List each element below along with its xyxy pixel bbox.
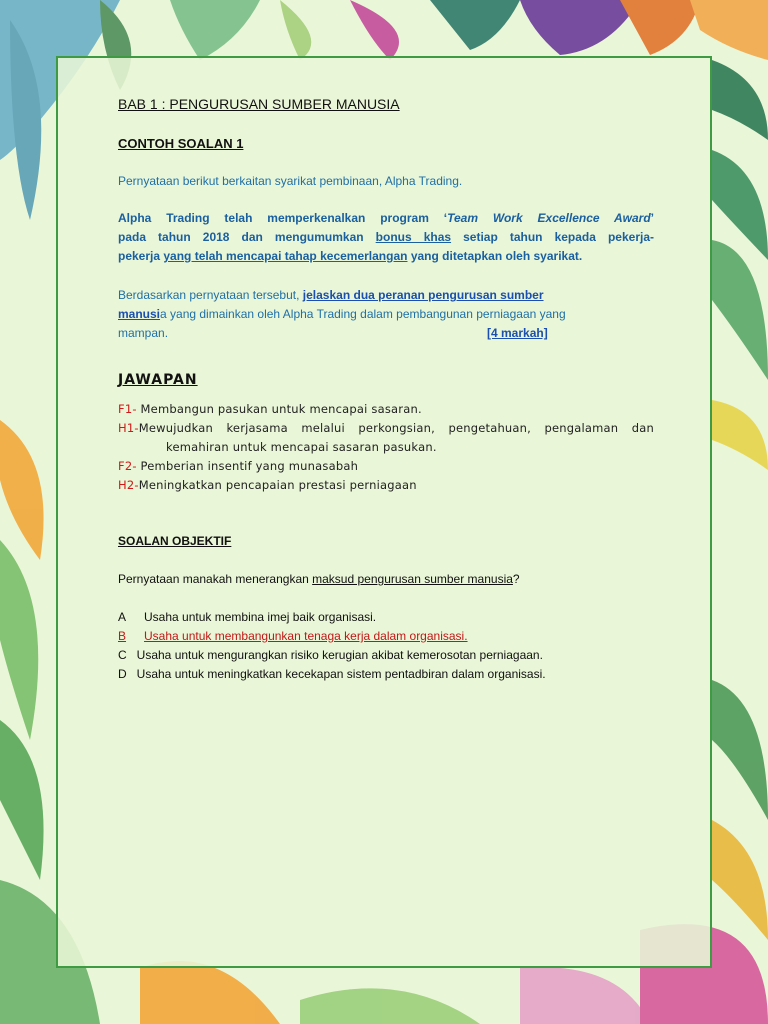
- answer-heading: JAWAPAN: [118, 372, 198, 388]
- case-paragraph-line-1: Alpha Trading telah memperkenalkan program ‘Team Work Excellence Award’: [118, 211, 655, 225]
- answer-item: F2- Pemberian insentif yang munasabah: [118, 459, 359, 473]
- option-d: D Usaha untuk meningkatkan kecekapan sistem pentadbiran dalam organisasi.: [118, 667, 546, 681]
- intro-statement: Pernyataan berikut berkaitan syarikat pembinaan, Alpha Trading.: [118, 174, 463, 188]
- option-b-correct: B Usaha untuk membangunkan tenaga kerja dalam organisasi.: [118, 629, 468, 643]
- option-a: A Usaha untuk membina imej baik organisasi.: [118, 610, 377, 624]
- option-c: C Usaha untuk mengurangkan risiko kerugian akibat kemerosotan perniagaan.: [118, 648, 543, 662]
- chapter-title: BAB 1 : PENGURUSAN SUMBER MANUSIA: [118, 96, 400, 112]
- sample-question-title: CONTOH SOALAN 1: [118, 136, 244, 151]
- answer-item: F1- Membangun pasukan untuk mencapai sasaran.: [118, 402, 422, 416]
- document-page: [56, 56, 712, 968]
- case-paragraph-line-2: pada tahun 2018 dan mengumumkan bonus khas setiap tahun kepada pekerja-: [118, 230, 654, 244]
- question-line-2: manusia yang dimainkan oleh Alpha Trading dalam pembangunan perniagaan yang: [118, 307, 566, 321]
- question-line-1: Berdasarkan pernyataan tersebut, jelaskan dua peranan pengurusan sumber: [118, 288, 544, 302]
- answer-item: H1-Mewujudkan kerjasama melalui perkongsian, pengetahuan, pengalaman dan: [118, 421, 654, 435]
- answer-item-continuation: kemahiran untuk mencapai sasaran pasukan.: [166, 440, 437, 454]
- objective-section-title: SOALAN OBJEKTIF: [118, 534, 232, 548]
- answer-item: H2-Meningkatkan pencapaian prestasi perniagaan: [118, 478, 417, 492]
- marks-label: [4 markah]: [487, 326, 548, 340]
- question-line-3: mampan.: [118, 326, 169, 340]
- objective-question: Pernyataan manakah menerangkan maksud pengurusan sumber manusia?: [118, 572, 520, 586]
- case-paragraph-line-3: pekerja yang telah mencapai tahap kecemerlangan yang ditetapkan oleh syarikat.: [118, 249, 583, 263]
